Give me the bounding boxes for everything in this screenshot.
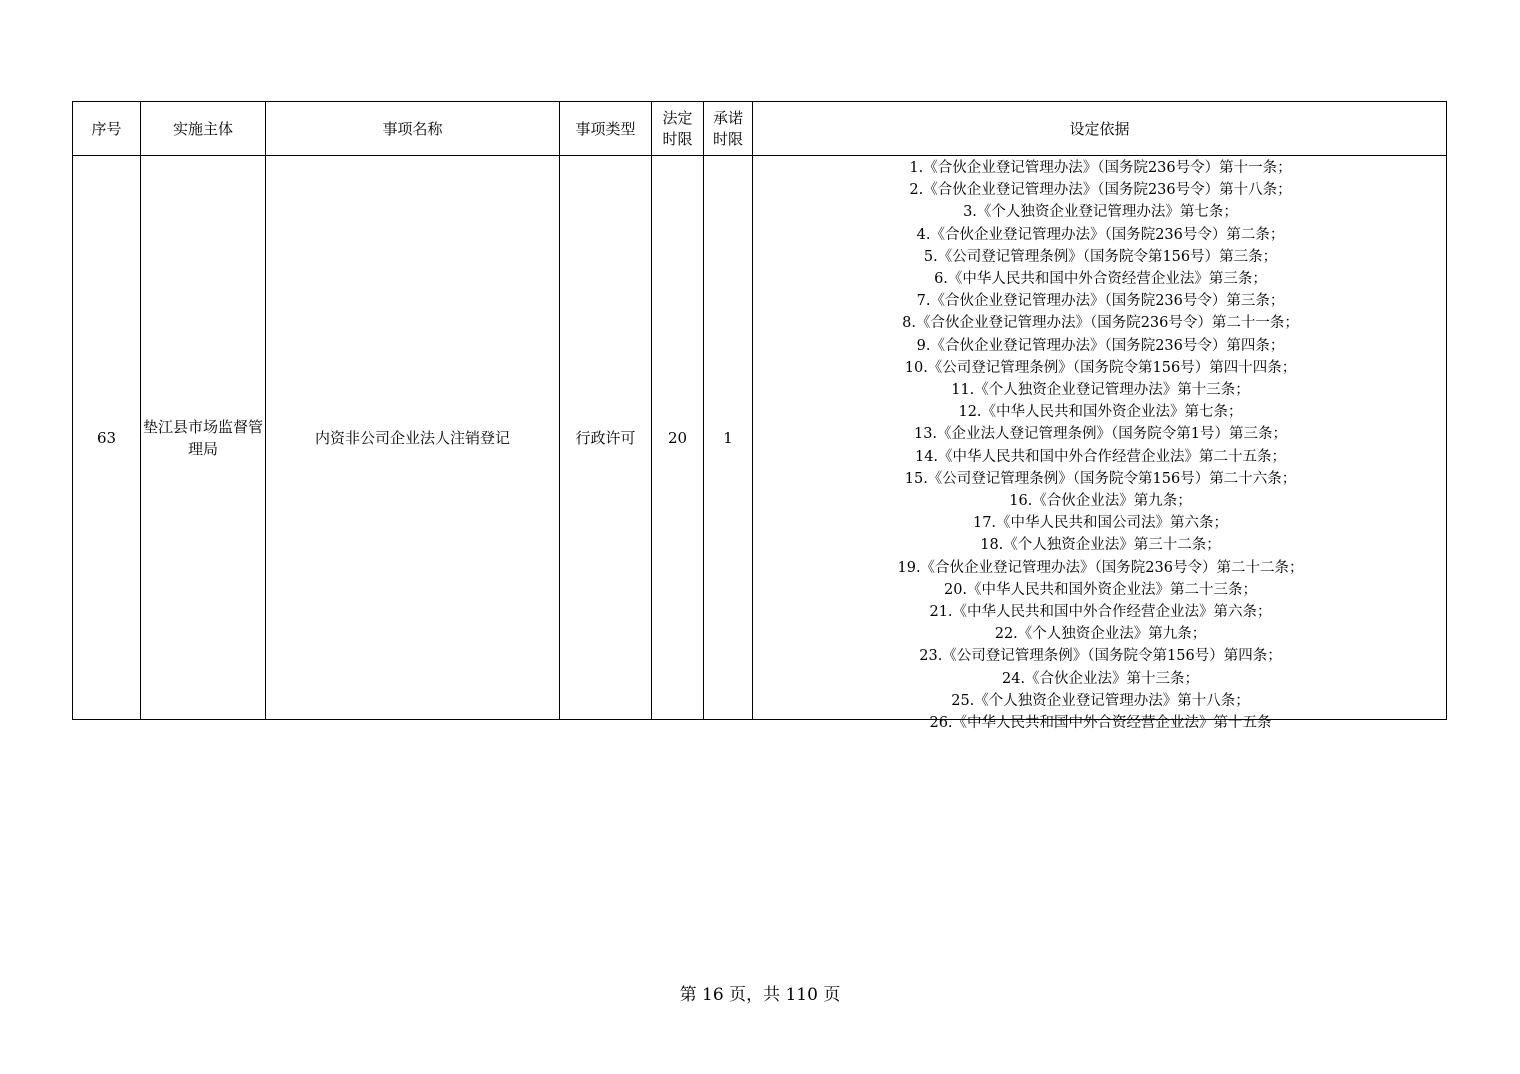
header-subject: 实施主体 [141,102,266,156]
matters-table [72,101,1447,732]
basis-item: 24.《合伙企业法》第十三条； [1001,670,1200,687]
basis-item: 17.《中华人民共和国公司法》第六条； [972,515,1229,532]
basis-item: 20.《中华人民共和国外资企业法》第二十三条； [943,581,1258,598]
basis-item: 16.《合伙企业法》第九条； [1009,493,1192,510]
cell-promise-limit: 1 [704,156,753,720]
basis-clip [753,156,1446,732]
basis-item: 23.《公司登记管理条例》（国务院令第156号）第四条； [919,648,1282,665]
basis-item: 14.《中华人民共和国中外合作经营企业法》第二十五条； [914,448,1287,465]
header-row [73,102,1447,156]
basis-item: 5.《公司登记管理条例》（国务院令第156号）第三条； [923,248,1278,265]
header-promise-limit-line2: 时限 [712,129,743,148]
header-promise-limit [704,102,753,156]
basis-item: 1.《合伙企业登记管理办法》（国务院236号令）第十一条； [909,160,1292,176]
basis-item: 26.《中华人民共和国中外合资经营企业法》第十五条 [929,715,1272,732]
basis-item: 3.《个人独资企业登记管理办法》第七条； [963,204,1238,221]
basis-item: 19.《合伙企业登记管理办法》（国务院236号令）第二十二条； [897,559,1304,576]
basis-item: 22.《个人独资企业法》第九条； [994,626,1207,643]
basis-item: 18.《个人独资企业法》第三十二条； [980,537,1221,554]
basis-item: 21.《中华人民共和国中外合作经营企业法》第六条； [929,604,1272,621]
basis-item: 7.《合伙企业登记管理办法》（国务院236号令）第三条； [916,293,1285,310]
basis-item: 9.《合伙企业登记管理办法》（国务院236号令）第四条； [916,337,1285,354]
table-row [73,156,1447,720]
basis-item: 12.《中华人民共和国外资企业法》第七条； [958,404,1243,421]
basis-list [753,156,1446,734]
header-legal-limit [652,102,704,156]
basis-item: 25.《个人独资企业登记管理办法》第十八条； [951,692,1250,709]
basis-item: 2.《合伙企业登记管理办法》（国务院236号令）第十八条； [909,182,1292,199]
cell-item-name: 内资非公司企业法人注销登记 [266,156,560,720]
cell-subject: 垫江县市场监督管理局 [141,156,266,720]
basis-item: 15.《公司登记管理条例》（国务院令第156号）第二十六条； [904,470,1297,487]
header-seq: 序号 [73,102,141,156]
header-legal-limit-line1: 法定 [662,108,693,127]
basis-item: 4.《合伙企业登记管理办法》（国务院236号令）第二条； [916,226,1285,243]
basis-item: 10.《公司登记管理条例》（国务院令第156号）第四十四条； [904,359,1297,376]
header-legal-limit-line2: 时限 [662,129,693,148]
header-basis: 设定依据 [753,102,1447,156]
cell-item-type: 行政许可 [560,156,652,720]
header-item-name: 事项名称 [266,102,560,156]
header-promise-limit-line1: 承诺 [712,108,743,127]
basis-item: 13.《企业法人登记管理条例》（国务院令第1号）第三条； [913,426,1288,443]
header-item-type: 事项类型 [560,102,652,156]
basis-item: 6.《中华人民共和国中外合资经营企业法》第三条； [934,271,1267,288]
cell-legal-limit: 20 [652,156,704,720]
page-number: 第 16 页，共 110 页 [679,985,841,1005]
cell-basis [753,156,1447,732]
cell-seq: 63 [73,156,141,720]
basis-item: 8.《合伙企业登记管理办法》（国务院236号令）第二十一条； [902,315,1299,332]
basis-item: 11.《个人独资企业登记管理办法》第十三条； [951,382,1250,399]
